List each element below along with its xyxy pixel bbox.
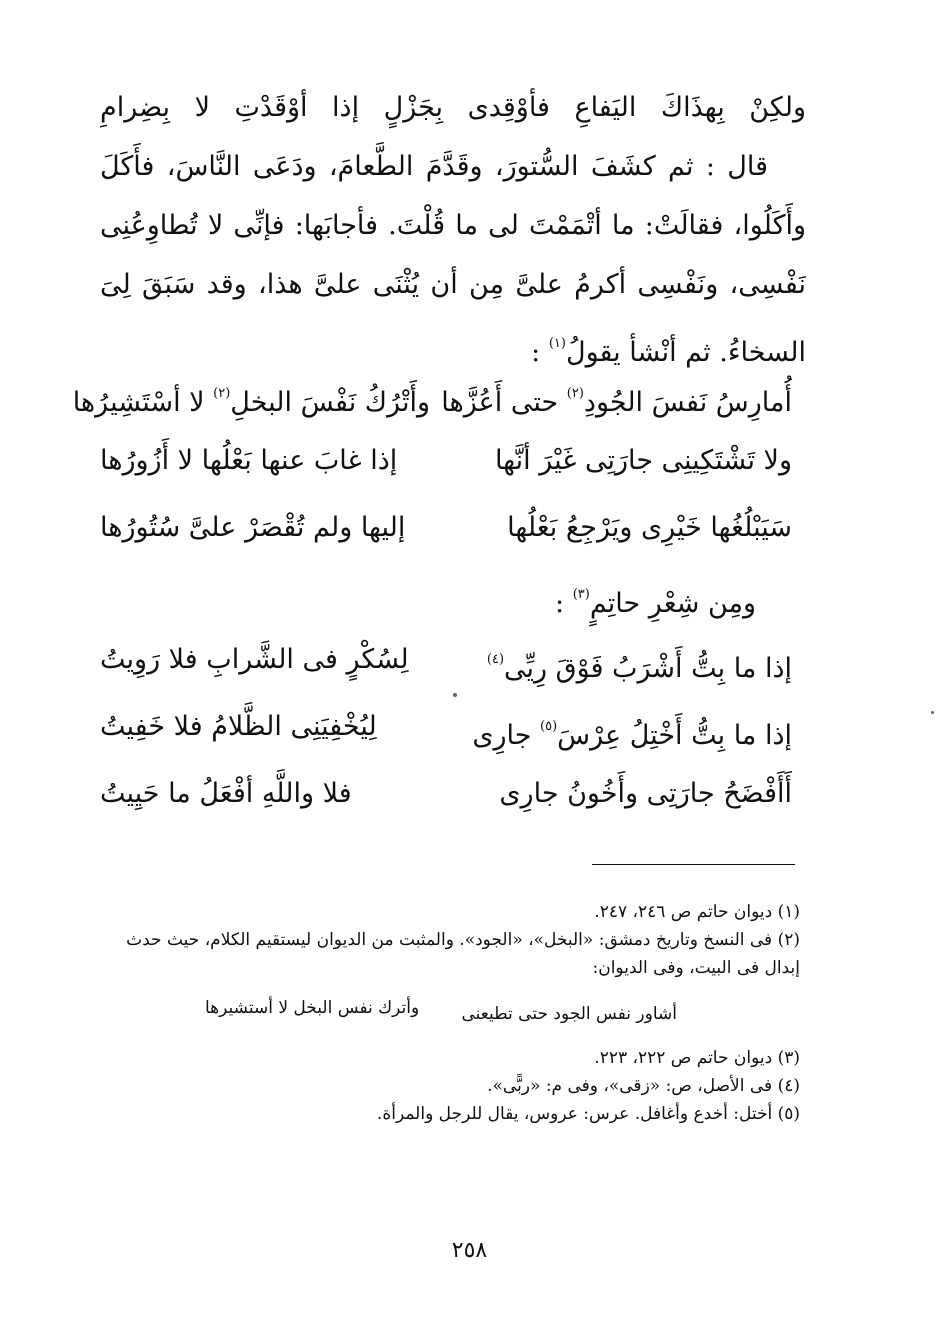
poem-verse	[72, 361, 792, 427]
footnote-2: (٢) فى النسخ وتاريخ دمشق: «البخل»، «الجود». والمثبت من الديوان ليستقيم الكلام، حيث حدث	[126, 930, 800, 950]
prose-text-end: :	[531, 337, 549, 368]
hemistich-text-end: لا أسْتَشِيرُها	[72, 387, 214, 418]
prose-text: السخاءُ. ثم أنْشأ يقولُ	[565, 337, 806, 368]
page-number: ٢٥٨	[451, 1238, 488, 1263]
verse-second-hemistich: لِيُخْفِيَنِى الظَّلامُ فلا خَفِيتُ	[100, 711, 377, 742]
footnote-5: (٥) أختل: أخدع وأغافل. عرس: عروس، يقال للرجل والمرأة.	[376, 1104, 800, 1124]
hemistich-text-end: جارِى	[472, 720, 541, 751]
poem-intro	[555, 566, 756, 633]
footnote-2-verse-second: وأترك نفس البخل لا أستشيرها	[205, 998, 420, 1018]
footnote-ref: (٢)	[566, 386, 584, 401]
verse-second-hemistich: إليها ولم تُقْصَرْ علىَّ سُتُورُها	[100, 512, 406, 543]
footnote-2-cont: إبدال فى البيت، وفى الديوان:	[592, 958, 800, 978]
prose-block	[100, 78, 806, 373]
verse-first-hemistich: ولا تَشْتَكِينِى جارَتِى غَيْرَ أنَّها	[494, 445, 792, 476]
verse-line-continued: ولكِنْ بِهذَاكَ اليَفاعِ فأوْقِدى بِجَزْلٍ إذا أوْقَدْتِ لا بِضِرامِ	[100, 92, 806, 123]
verse-second-hemistich: فلا واللَّهِ أفْعَلُ ما حَيِيتُ	[100, 778, 352, 809]
hemistich-text: وأَتْرُكُ نَفْسَ البخلِ	[230, 387, 430, 418]
verse-second-hemistich: لِسُكْرٍ فى الشَّرابِ فلا رَوِيتُ	[100, 644, 409, 675]
footnote-3: (٣) ديوان حاتم ص ٢٢٢، ٢٢٣.	[594, 1048, 800, 1068]
poem-verse	[100, 761, 792, 827]
footnote-1: (١) ديوان حاتم ص ٢٤٦، ٢٤٧.	[594, 902, 800, 922]
poem-verse	[100, 428, 792, 494]
hemistich-text-end: حتى أَعُزَّها	[441, 387, 567, 418]
verse-first-hemistich: أَأَفْضَحُ جارَتِى وأَخُونُ جارِى	[499, 778, 792, 809]
verse-first-hemistich	[462, 627, 792, 702]
footnote-ref: (٢)	[213, 386, 231, 401]
prose-line: نَفْسِى، ونَفْسِى أكرمُ علىَّ مِن أن يُثْنَى علىَّ هذا، وقد سَبَقَ لِىَ	[100, 269, 806, 300]
footnote-ref: (٥)	[540, 719, 558, 734]
poem-verse	[100, 627, 792, 693]
intro-text: ومِن شِعْرِ حاتِمٍ	[589, 588, 756, 619]
verse-first-hemistich: سَيَبْلُغُها خَيْرِى ويَرْجِعُ بَعْلُها	[507, 512, 792, 543]
footnote-ref: (٣)	[572, 587, 590, 602]
poem-verse	[100, 694, 792, 760]
prose-line: وأَكَلُوا، فقالَتْ: ما أتْمَمْتَ لى ما قُلْتَ. فأجابَها: فإنِّى لا تُطاوِعُنِى	[100, 210, 806, 241]
footnote-ref: (١)	[548, 336, 566, 351]
scan-speck	[931, 711, 934, 714]
poem-verse	[100, 495, 792, 561]
footnote-2-verse-first: أشاور نفس الجود حتى تطيعنى	[461, 1004, 677, 1024]
scan-speck	[453, 693, 457, 697]
footnote-separator	[592, 864, 795, 865]
footnote-4: (٤) فى الأصل، ص: «زقى»، وفى م: «ربًّى».	[487, 1076, 800, 1096]
footnotes	[95, 898, 800, 982]
prose-line: قال : ثم كشَفَ السُّتورَ، وقَدَّمَ الطَّعامَ، ودَعَى النَّاسَ، فأَكَلَ	[100, 151, 768, 182]
verse-second-hemistich	[72, 361, 430, 436]
footnotes-cont	[95, 1044, 800, 1128]
verse-first-hemistich	[441, 361, 792, 436]
verse-first-hemistich	[462, 694, 792, 769]
intro-text-end: :	[555, 588, 573, 619]
footnote-ref: (٤)	[486, 652, 505, 667]
verse-second-hemistich: إذا غابَ عنها بَعْلُها لا أَزُورُها	[100, 445, 398, 476]
hemistich-text: إذا ما بِتُّ أَخْتِلُ عِرْسَ	[557, 720, 792, 751]
hemistich-text: إذا ما بِتُّ أَشْرَبُ فَوْقَ رِيِّى	[504, 653, 792, 684]
hemistich-text: أُمارِسُ نَفسَ الجُودِ	[583, 387, 792, 418]
